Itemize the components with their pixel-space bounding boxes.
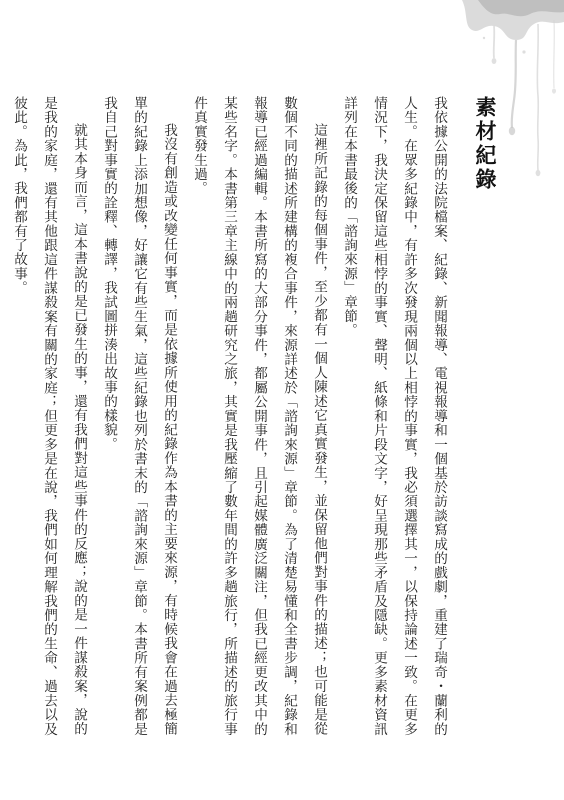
paragraph: 我依據公開的法院檔案、紀錄、新聞報導、電視報導和一個基於訪談寫成的戲劇，重建了瑞奇・蘭利的人生。在眾多紀錄中，有許多次發現兩個以上相悖的事實，我必須選擇其一，以保持論述一致。在更多情況下，我決定保留這些相悖的事實、聲明、紙條和片段文字，好呈現那些矛盾及隱缺。更多素材資訊詳列在本書最後的「諮詢來源」章節。	[341, 96, 447, 736]
paragraph: 我沒有創造或改變任何事實，而是依據所使用的紀錄作為本書的主要來源，有時候我會在過去極簡單的紀錄上添加想像，好讓它有些生氣，這些紀錄也列於書末的「諮詢來源」章節。本書所有案例都是我自己對事實的詮釋、轉譯，我試圖拼湊出故事的樣貌。	[101, 96, 177, 736]
chapter-title: 素材紀錄	[473, 96, 498, 192]
paragraph: 這裡所記錄的每個事件，至少都有一個人陳述它真實發生，並保留他們對事件的描述；也可能是從數個不同的描述所建構的複合事件，來源詳述於「諮詢來源」章節。為了清楚易懂和全書步調，紀錄和報導已經過編輯。本書所寫的大部分事件，都屬公開事件，且引起媒體廣泛關注，但我已經更改其中的某些名字。本書第三章主線中的兩趟研究之旅，其實是我壓縮了數年間的許多趟旅行，所描述的旅行事件真實發生過。	[191, 96, 327, 736]
ink-splash-decoration	[454, 0, 564, 190]
paragraph: 就其本身而言，這本書說的是已發生的事，還有我們對這些事件的反應；說的是一件謀殺案，說的是我的家庭，還有其他跟這件謀殺案有關的家庭；但更多是在說，我們如何理解我們的生命、過去以及彼此。為此，我們都有了故事。	[11, 96, 87, 736]
body-text	[11, 96, 454, 736]
